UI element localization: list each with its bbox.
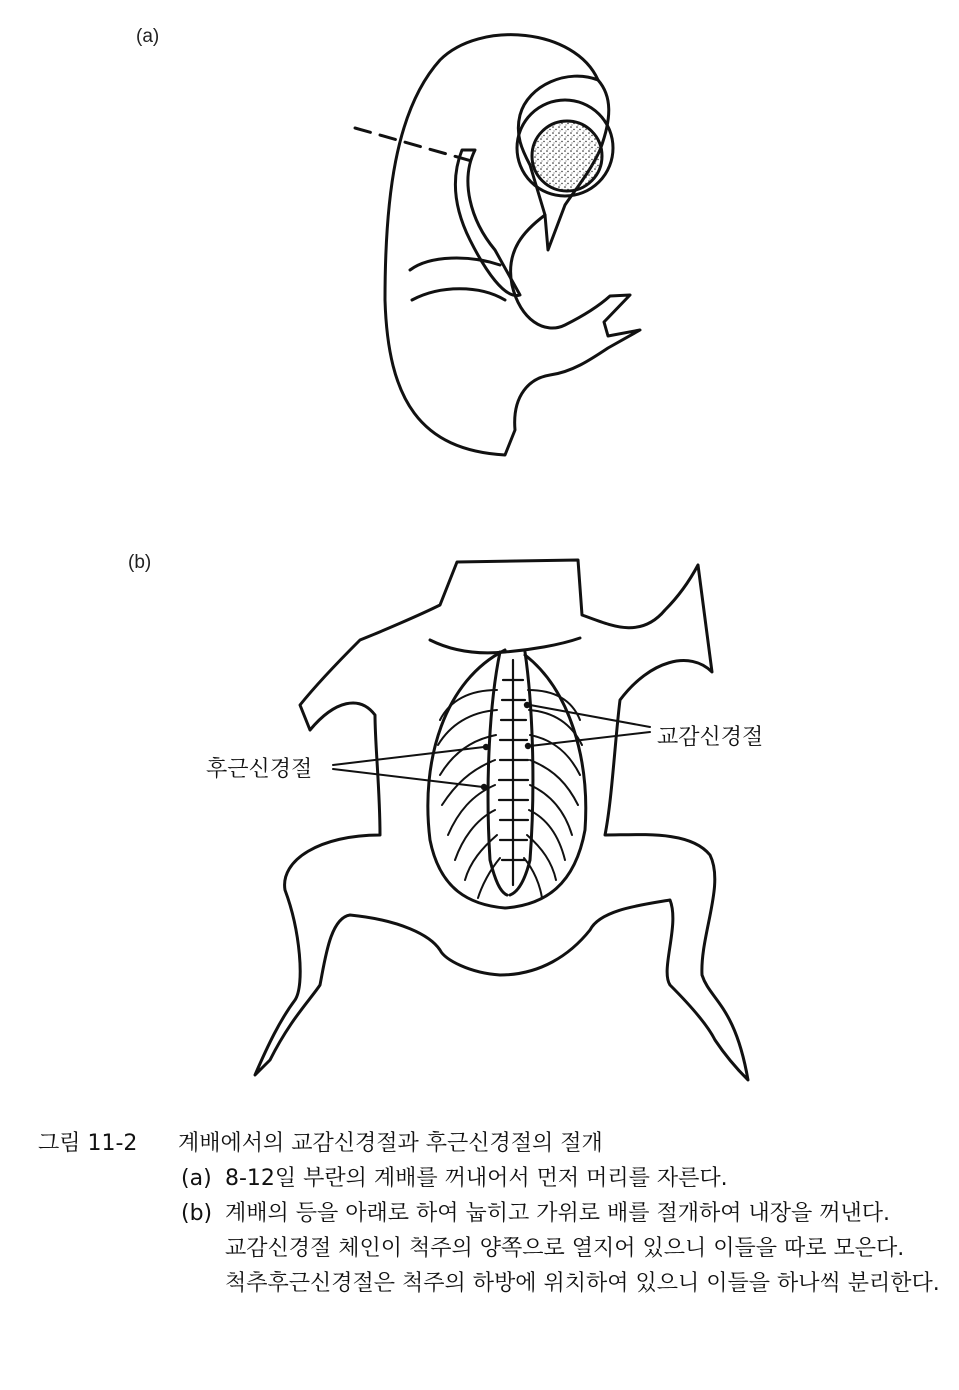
caption-item-a (181, 1161, 948, 1196)
vertebra-ladder (499, 660, 528, 885)
caption-title: 계배에서의 교감신경절과 후근신경절의 절개 (178, 1131, 603, 1156)
cut-line (355, 128, 475, 162)
embryo-eye (532, 121, 602, 191)
caption-item-text: 8-12일 부란의 계배를 꺼내어서 먼저 머리를 자른다. (225, 1166, 728, 1191)
figure-caption (38, 1126, 948, 1301)
caption-item-text: 계배의 등을 아래로 하여 눕히고 가위로 배를 절개하여 내장을 꺼낸다. 교감신경절 체인이 척주의 양쪽으로 열지어 있으니 이들을 따로 모은다. 척추후근신경절은 척주의 하방에 위치하여 있으니 이들을 하나씩 분리한다. (225, 1201, 940, 1296)
caption-header (38, 1126, 948, 1161)
pointer-sympathetic (530, 705, 650, 746)
figure-number: 그림 11-2 (38, 1131, 138, 1156)
dorsal-root-ganglia-label: 후근신경절 (206, 757, 313, 782)
embryo-body-outline (385, 35, 640, 455)
panel-a-label: (a) (136, 26, 160, 47)
embryo-leg (410, 258, 505, 300)
panel-b-label: (b) (128, 552, 152, 573)
spinal-column-left (488, 652, 507, 895)
sympathetic-ganglia-label: 교감신경절 (657, 725, 764, 750)
caption-item-b (181, 1196, 948, 1301)
embryo-dissection-view (255, 560, 748, 1080)
embryo-side-view (355, 35, 640, 455)
caption-item-key: (b) (181, 1201, 213, 1226)
caption-item-key: (a) (181, 1166, 212, 1191)
